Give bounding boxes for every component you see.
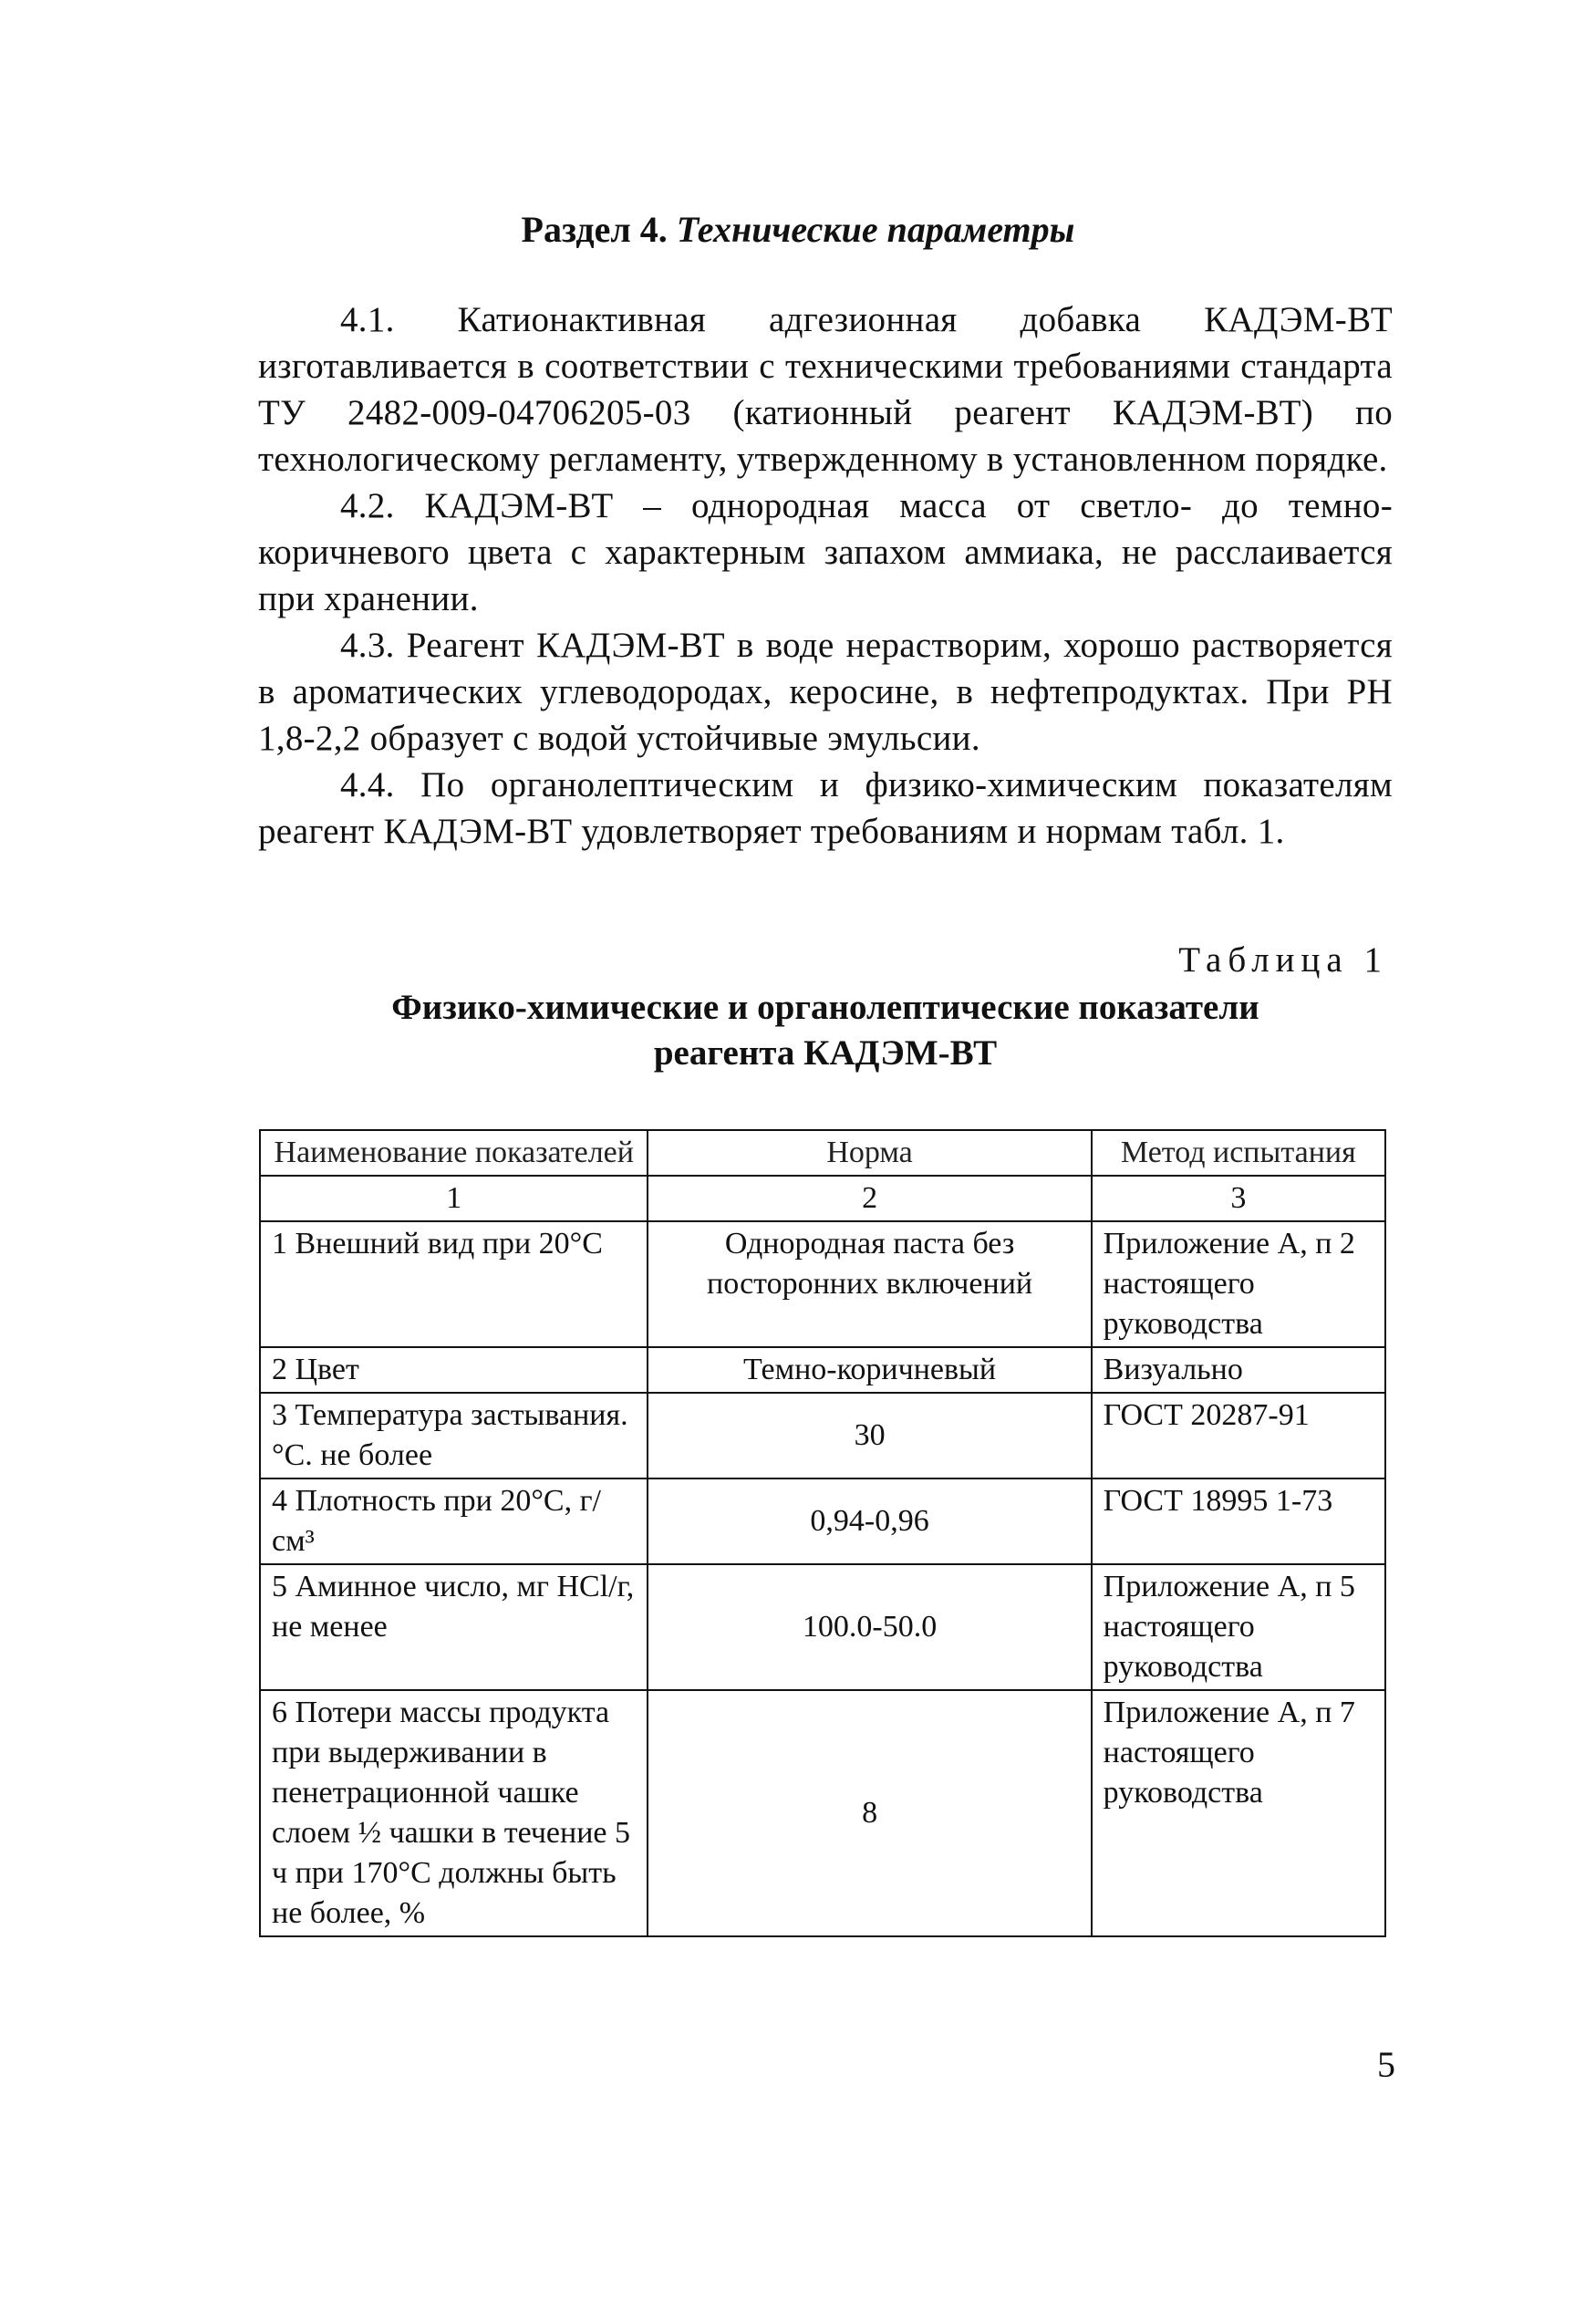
- table-row: [260, 1690, 1385, 1936]
- row-3-name: 3 Температура застывания. °С. не более: [260, 1393, 648, 1478]
- table-header-row: [260, 1130, 1385, 1176]
- paragraph-4-2: 4.2. КАДЭМ-ВТ – однородная масса от светло- до темно-коричневого цвета с характерным запахом аммиака, не расслаивается при хранении.: [258, 486, 1393, 618]
- page-number: 5: [1377, 2044, 1395, 2085]
- header-norm: Норма: [648, 1130, 1091, 1176]
- table-title: [258, 985, 1393, 1076]
- header-name: Наименование показателей: [260, 1130, 648, 1176]
- table-row: [260, 1221, 1385, 1347]
- row-5-norm: 100.0-50.0: [648, 1564, 1091, 1690]
- section-heading: Технические параметры: [676, 209, 1075, 250]
- paragraph-4-4: 4.4. По органолептическим и физико-химическим показателям реагент КАДЭМ-ВТ удовлетворяет требованиям и нормам табл. 1.: [258, 765, 1393, 851]
- spec-table: [259, 1129, 1386, 1937]
- row-4-name: 4 Плотность при 20°С, г/см³: [260, 1478, 648, 1564]
- col-number-2: 2: [648, 1176, 1091, 1221]
- row-5-name: 5 Аминное число, мг HCl/г, не менее: [260, 1564, 648, 1690]
- table-row: [260, 1347, 1385, 1393]
- row-4-norm: 0,94-0,96: [648, 1478, 1091, 1564]
- row-2-norm: Темно-коричневый: [648, 1347, 1091, 1393]
- table-title-line-1: Физико-химические и органолептические показатели: [391, 988, 1259, 1027]
- section-label: Раздел 4.: [521, 209, 668, 250]
- table-label: Таблица 1: [1178, 940, 1388, 980]
- col-number-3: 3: [1092, 1176, 1385, 1221]
- body-text: [258, 296, 1393, 855]
- row-1-method: Приложение А, п 2 настоящего руководства: [1092, 1221, 1385, 1347]
- table-row: [260, 1564, 1385, 1690]
- paragraph-4-3: 4.3. Реагент КАДЭМ-ВТ в воде нерастворим, хорошо растворяется в ароматических углеводородах, керосине, в нефтепродуктах. При РН 1,8-2,2 образует с водой устойчивые эмульсии.: [258, 626, 1393, 758]
- section-title: [0, 208, 1596, 251]
- row-3-norm: 30: [648, 1393, 1091, 1478]
- table-title-line-2: реагента КАДЭМ-ВТ: [653, 1033, 998, 1073]
- row-2-name: 2 Цвет: [260, 1347, 648, 1393]
- row-3-method: ГОСТ 20287-91: [1092, 1393, 1385, 1478]
- row-6-method: Приложение А, п 7 настоящего руководства: [1092, 1690, 1385, 1936]
- row-1-norm: Однородная паста без посторонних включений: [648, 1221, 1091, 1347]
- header-method: Метод испытания: [1092, 1130, 1385, 1176]
- row-1-name: 1 Внешний вид при 20°С: [260, 1221, 648, 1347]
- table-row: [260, 1393, 1385, 1478]
- paragraph-4-1: 4.1. Катионактивная адгезионная добавка КАДЭМ-ВТ изготавливается в соответствии с техническими требованиями стандарта ТУ 2482-009-04706205-03 (катионный реагент КАДЭМ-ВТ) по технологическому регламенту, утвержденному в установленном порядке.: [258, 300, 1393, 479]
- row-6-name: 6 Потери массы продукта при выдерживании в пенетрационной чашке слоем ½ чашки в течение 5 ч при 170°С должны быть не более, %: [260, 1690, 648, 1936]
- table-number-row: [260, 1176, 1385, 1221]
- col-number-1: 1: [260, 1176, 648, 1221]
- row-4-method: ГОСТ 18995 1-73: [1092, 1478, 1385, 1564]
- table-row: [260, 1478, 1385, 1564]
- row-5-method: Приложение А, п 5 настоящего руководства: [1092, 1564, 1385, 1690]
- row-6-norm: 8: [648, 1690, 1091, 1936]
- row-2-method: Визуально: [1092, 1347, 1385, 1393]
